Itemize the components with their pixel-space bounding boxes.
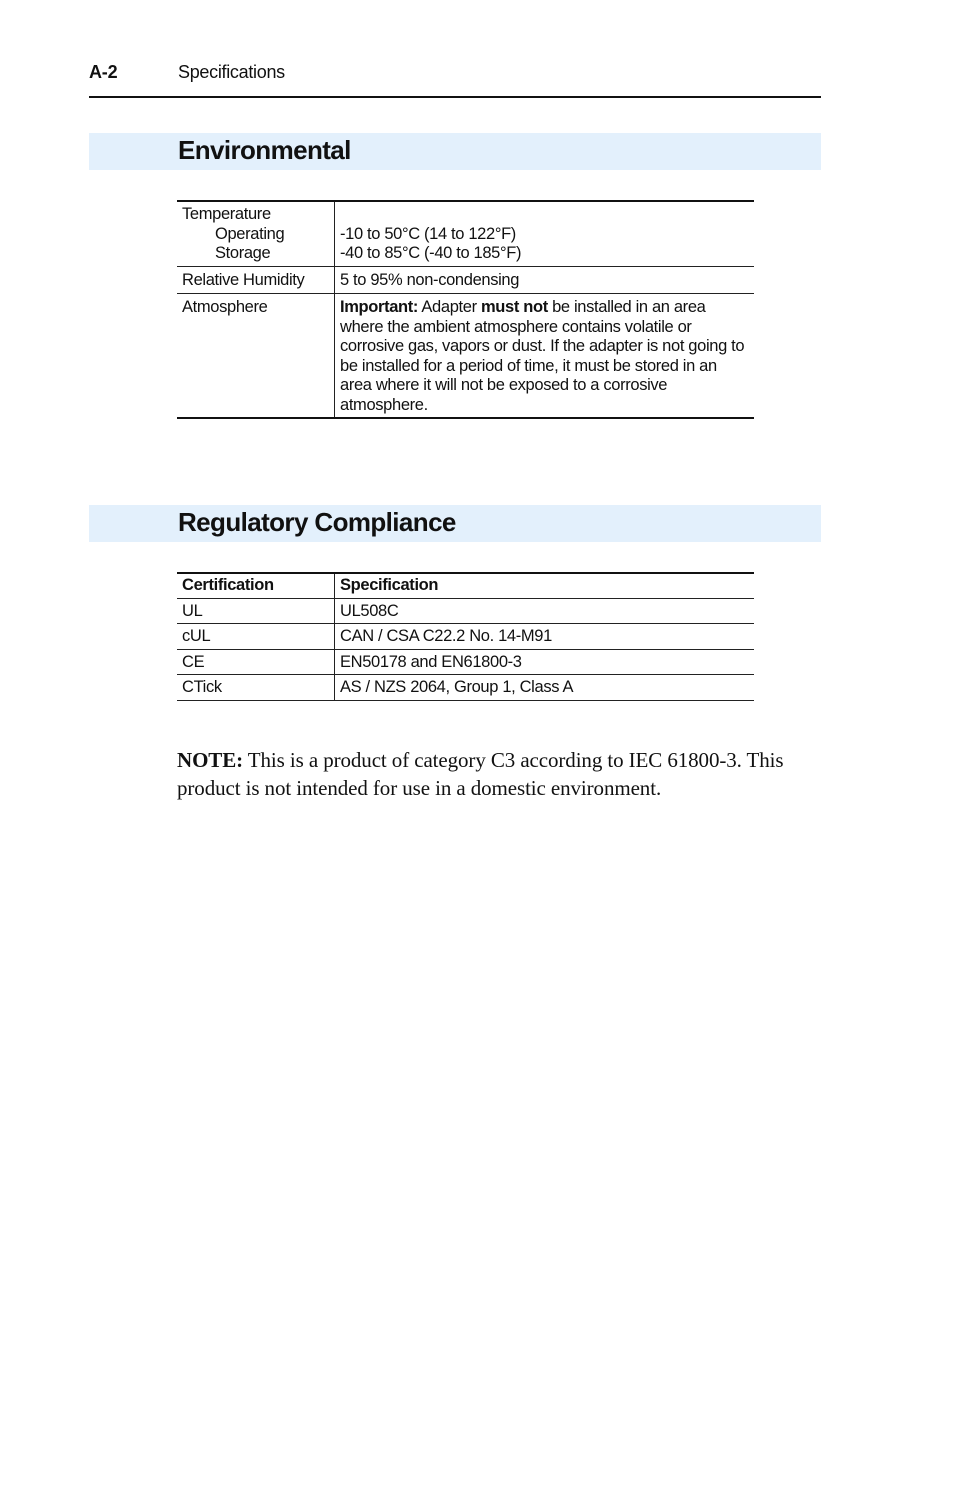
specification-cell: UL508C [335,598,755,624]
specification-column-header: Specification [335,573,755,598]
table-row [177,675,754,701]
page-number: A-2 [89,62,118,82]
certification-cell: UL [177,598,335,624]
table-row [177,201,754,266]
temperature-value-cell [335,201,755,266]
certification-column-header: Certification [177,573,335,598]
table-row [177,649,754,675]
table-row [177,598,754,624]
note-label: NOTE: [177,748,244,772]
operating-label: Operating [215,224,285,243]
note-text: This is a product of category C3 according to IEC 61800-3. This product is not intended for use in a domestic environment. [177,748,784,800]
running-header-title: Specifications [178,62,285,82]
page-header [89,60,821,98]
compliance-note [177,746,822,802]
atmosphere-emphasis: must not [480,298,548,316]
storage-label: Storage [215,244,271,262]
table-row [177,294,754,419]
temperature-label-cell [177,201,335,266]
certification-cell: cUL [177,624,335,650]
atmosphere-label: Atmosphere [177,294,335,419]
important-label: Important: [340,298,419,316]
regulatory-heading-band [89,505,821,542]
regulatory-table [177,572,754,701]
table-row [177,266,754,294]
environmental-table [177,200,754,419]
specification-cell: EN50178 and EN61800-3 [335,649,755,675]
certification-cell: CTick [177,675,335,701]
atmosphere-value [335,294,755,419]
environmental-title: Environmental [178,135,351,165]
table-row [177,624,754,650]
table-header-row [177,573,754,598]
humidity-value: 5 to 95% non-condensing [335,266,755,294]
atmosphere-text-before: Adapter [418,298,481,316]
specification-cell: AS / NZS 2064, Group 1, Class A [335,675,755,701]
specification-cell: CAN / CSA C22.2 No. 14-M91 [335,624,755,650]
operating-value: -10 to 50°C (14 to 122°F) [340,224,516,243]
certification-cell: CE [177,649,335,675]
atmosphere-text-after: be installed in an area where the ambient atmosphere contains volatile or corrosive gas, vapors or dust. If the adapter is not going to be installed for a period of time, it must be stored in an area where it will not be exposed to a corrosive atmosphere. [340,298,745,414]
environmental-heading-band [89,133,821,170]
humidity-label: Relative Humidity [177,266,335,294]
regulatory-title: Regulatory Compliance [178,507,456,537]
storage-value: -40 to 85°C (-40 to 185°F) [340,244,522,262]
temperature-label: Temperature [182,205,271,223]
